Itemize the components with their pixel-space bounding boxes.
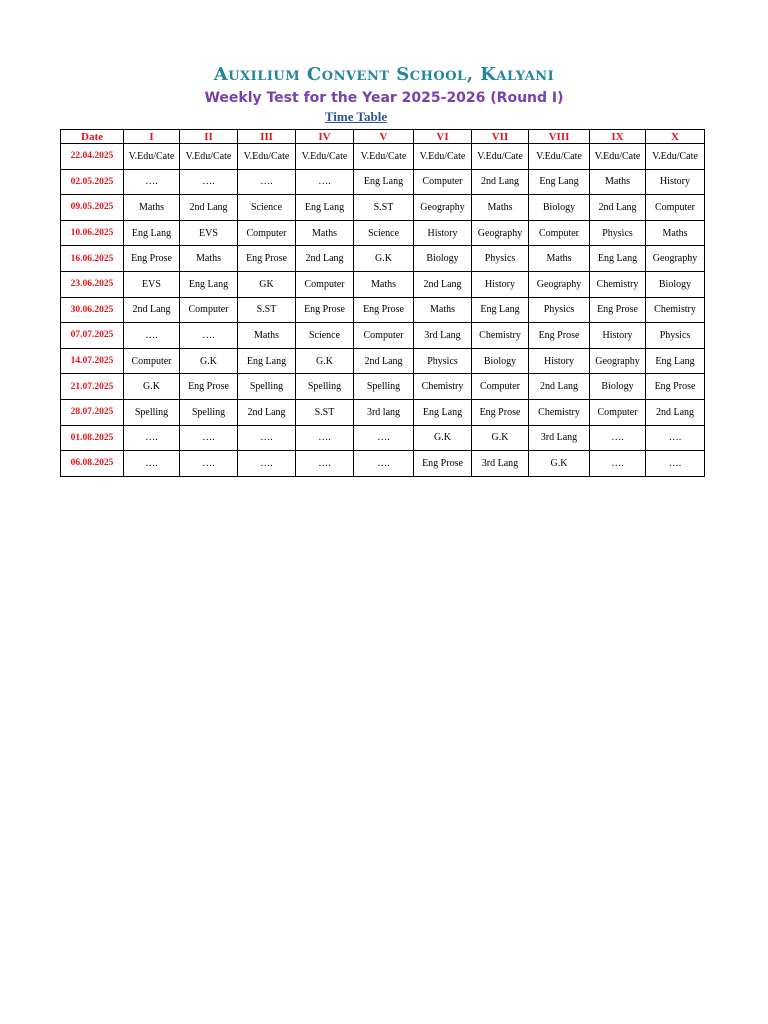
subject-cell: …. (180, 425, 238, 451)
subject-cell: …. (296, 169, 354, 195)
subject-cell: Physics (529, 297, 590, 323)
header-class: VIII (529, 130, 590, 144)
header-date: Date (61, 130, 124, 144)
date-cell: 16.06.2025 (61, 246, 124, 272)
subject-cell: 2nd Lang (472, 169, 529, 195)
subject-cell: Maths (529, 246, 590, 272)
subject-cell: Biology (646, 271, 705, 297)
subject-cell: Eng Lang (472, 297, 529, 323)
subject-cell: 2nd Lang (354, 348, 414, 374)
table-row (61, 399, 705, 425)
subject-cell: Maths (354, 271, 414, 297)
timetable-body (61, 144, 705, 477)
subject-cell: Eng Prose (354, 297, 414, 323)
subject-cell: …. (180, 169, 238, 195)
subject-cell: …. (646, 451, 705, 477)
subject-cell: 2nd Lang (180, 195, 238, 221)
subject-cell: Maths (296, 220, 354, 246)
header-row (61, 130, 705, 144)
header-class: IX (590, 130, 646, 144)
header-class: I (124, 130, 180, 144)
subject-cell: V.Edu/Cate (124, 144, 180, 170)
subject-cell: EVS (124, 271, 180, 297)
subject-cell: Maths (180, 246, 238, 272)
subject-cell: 2nd Lang (590, 195, 646, 221)
subject-cell: Computer (238, 220, 296, 246)
subject-cell: Physics (472, 246, 529, 272)
subject-cell: Chemistry (646, 297, 705, 323)
subject-cell: Eng Prose (238, 246, 296, 272)
subject-cell: History (529, 348, 590, 374)
subject-cell: Computer (646, 195, 705, 221)
table-row (61, 271, 705, 297)
subject-cell: V.Edu/Cate (472, 144, 529, 170)
subject-cell: Eng Prose (414, 451, 472, 477)
date-cell: 28.07.2025 (61, 399, 124, 425)
subject-cell: Chemistry (414, 374, 472, 400)
subject-cell: 3rd Lang (472, 451, 529, 477)
subject-cell: 2nd Lang (238, 399, 296, 425)
subject-cell: Computer (529, 220, 590, 246)
subject-cell: V.Edu/Cate (414, 144, 472, 170)
subject-cell: Computer (590, 399, 646, 425)
date-cell: 30.06.2025 (61, 297, 124, 323)
subject-cell: Geography (414, 195, 472, 221)
subject-cell: Eng Lang (646, 348, 705, 374)
subject-cell: Physics (590, 220, 646, 246)
subject-cell: Computer (296, 271, 354, 297)
subject-cell: Science (354, 220, 414, 246)
subject-cell: 2nd Lang (646, 399, 705, 425)
subject-cell: V.Edu/Cate (296, 144, 354, 170)
header-class: IV (296, 130, 354, 144)
subject-cell: Physics (646, 323, 705, 349)
subject-cell: 3rd lang (354, 399, 414, 425)
subject-cell: Maths (124, 195, 180, 221)
timetable (60, 129, 705, 477)
subject-cell: Biology (414, 246, 472, 272)
subject-cell: …. (590, 451, 646, 477)
subject-cell: …. (238, 425, 296, 451)
subject-cell: Maths (238, 323, 296, 349)
subject-cell: …. (180, 323, 238, 349)
subject-cell: Eng Prose (590, 297, 646, 323)
header-class: III (238, 130, 296, 144)
subject-cell: History (414, 220, 472, 246)
subject-cell: Biology (529, 195, 590, 221)
subject-cell: 2nd Lang (414, 271, 472, 297)
subject-cell: …. (296, 425, 354, 451)
table-row (61, 323, 705, 349)
subject-cell: Maths (472, 195, 529, 221)
subject-cell: V.Edu/Cate (180, 144, 238, 170)
subject-cell: …. (124, 323, 180, 349)
subject-cell: History (590, 323, 646, 349)
date-cell: 07.07.2025 (61, 323, 124, 349)
subject-cell: G.K (354, 246, 414, 272)
date-cell: 22.04.2025 (61, 144, 124, 170)
table-row (61, 374, 705, 400)
subject-cell: Geography (472, 220, 529, 246)
subject-cell: Eng Lang (124, 220, 180, 246)
subject-cell: …. (590, 425, 646, 451)
subject-cell: …. (124, 451, 180, 477)
subject-cell: …. (238, 451, 296, 477)
header-class: VII (472, 130, 529, 144)
subject-cell: G.K (296, 348, 354, 374)
subject-cell: …. (124, 169, 180, 195)
subject-cell: V.Edu/Cate (529, 144, 590, 170)
subject-cell: Physics (414, 348, 472, 374)
subject-cell: Geography (529, 271, 590, 297)
subject-cell: Computer (472, 374, 529, 400)
subject-cell: Eng Prose (529, 323, 590, 349)
subject-cell: V.Edu/Cate (238, 144, 296, 170)
subject-cell: Eng Prose (296, 297, 354, 323)
subject-cell: Eng Lang (180, 271, 238, 297)
subject-cell: EVS (180, 220, 238, 246)
subject-cell: Geography (646, 246, 705, 272)
date-cell: 02.05.2025 (61, 169, 124, 195)
subject-cell: 2nd Lang (296, 246, 354, 272)
subject-cell: G.K (180, 348, 238, 374)
table-row (61, 348, 705, 374)
subject-cell: …. (296, 451, 354, 477)
subject-cell: Eng Lang (296, 195, 354, 221)
subject-cell: Chemistry (590, 271, 646, 297)
table-row (61, 425, 705, 451)
test-subtitle: Weekly Test for the Year 2025-2026 (Round I) (204, 90, 564, 106)
date-cell: 14.07.2025 (61, 348, 124, 374)
date-cell: 06.08.2025 (61, 451, 124, 477)
subject-cell: 3rd Lang (414, 323, 472, 349)
subject-cell: GK (238, 271, 296, 297)
subject-cell: Eng Lang (414, 399, 472, 425)
subject-cell: Eng Prose (180, 374, 238, 400)
date-cell: 23.06.2025 (61, 271, 124, 297)
subject-cell: Eng Lang (529, 169, 590, 195)
subject-cell: Science (238, 195, 296, 221)
subject-cell: Eng Prose (646, 374, 705, 400)
subject-cell: G.K (124, 374, 180, 400)
table-row (61, 297, 705, 323)
table-row (61, 451, 705, 477)
subject-cell: Spelling (238, 374, 296, 400)
subject-cell: V.Edu/Cate (590, 144, 646, 170)
date-cell: 21.07.2025 (61, 374, 124, 400)
subject-cell: G.K (414, 425, 472, 451)
subject-cell: Computer (414, 169, 472, 195)
subject-cell: S.ST (238, 297, 296, 323)
subject-cell: Spelling (296, 374, 354, 400)
table-row (61, 144, 705, 170)
table-row (61, 169, 705, 195)
subject-cell: G.K (529, 451, 590, 477)
subject-cell: S.ST (354, 195, 414, 221)
subject-cell: Eng Prose (124, 246, 180, 272)
subject-cell: Maths (414, 297, 472, 323)
subject-cell: G.K (472, 425, 529, 451)
date-cell: 01.08.2025 (61, 425, 124, 451)
table-row (61, 195, 705, 221)
subject-cell: Computer (180, 297, 238, 323)
subject-cell: Eng Lang (590, 246, 646, 272)
header-class: V (354, 130, 414, 144)
subject-cell: Chemistry (472, 323, 529, 349)
date-cell: 10.06.2025 (61, 220, 124, 246)
subject-cell: S.ST (296, 399, 354, 425)
subject-cell: …. (180, 451, 238, 477)
subject-cell: Eng Lang (354, 169, 414, 195)
date-cell: 09.05.2025 (61, 195, 124, 221)
school-name: Auxilium Convent School, Kalyani (213, 64, 555, 85)
subject-cell: Science (296, 323, 354, 349)
subject-cell: …. (124, 425, 180, 451)
subject-cell: Eng Prose (472, 399, 529, 425)
subject-cell: Computer (124, 348, 180, 374)
subject-cell: …. (354, 451, 414, 477)
subject-cell: V.Edu/Cate (646, 144, 705, 170)
subject-cell: Maths (646, 220, 705, 246)
subject-cell: Eng Lang (238, 348, 296, 374)
subject-cell: Spelling (354, 374, 414, 400)
subject-cell: Chemistry (529, 399, 590, 425)
header-class: X (646, 130, 705, 144)
subject-cell: Spelling (180, 399, 238, 425)
header-class: VI (414, 130, 472, 144)
subject-cell: Maths (590, 169, 646, 195)
table-row (61, 220, 705, 246)
subject-cell: Biology (472, 348, 529, 374)
subject-cell: 2nd Lang (124, 297, 180, 323)
subject-cell: …. (646, 425, 705, 451)
subject-cell: V.Edu/Cate (354, 144, 414, 170)
subject-cell: History (646, 169, 705, 195)
subject-cell: History (472, 271, 529, 297)
subject-cell: …. (354, 425, 414, 451)
subject-cell: 2nd Lang (529, 374, 590, 400)
subject-cell: …. (238, 169, 296, 195)
table-title: Time Table (324, 109, 388, 124)
subject-cell: Geography (590, 348, 646, 374)
subject-cell: 3rd Lang (529, 425, 590, 451)
subject-cell: Spelling (124, 399, 180, 425)
header-class: II (180, 130, 238, 144)
table-row (61, 246, 705, 272)
subject-cell: Biology (590, 374, 646, 400)
subject-cell: Computer (354, 323, 414, 349)
